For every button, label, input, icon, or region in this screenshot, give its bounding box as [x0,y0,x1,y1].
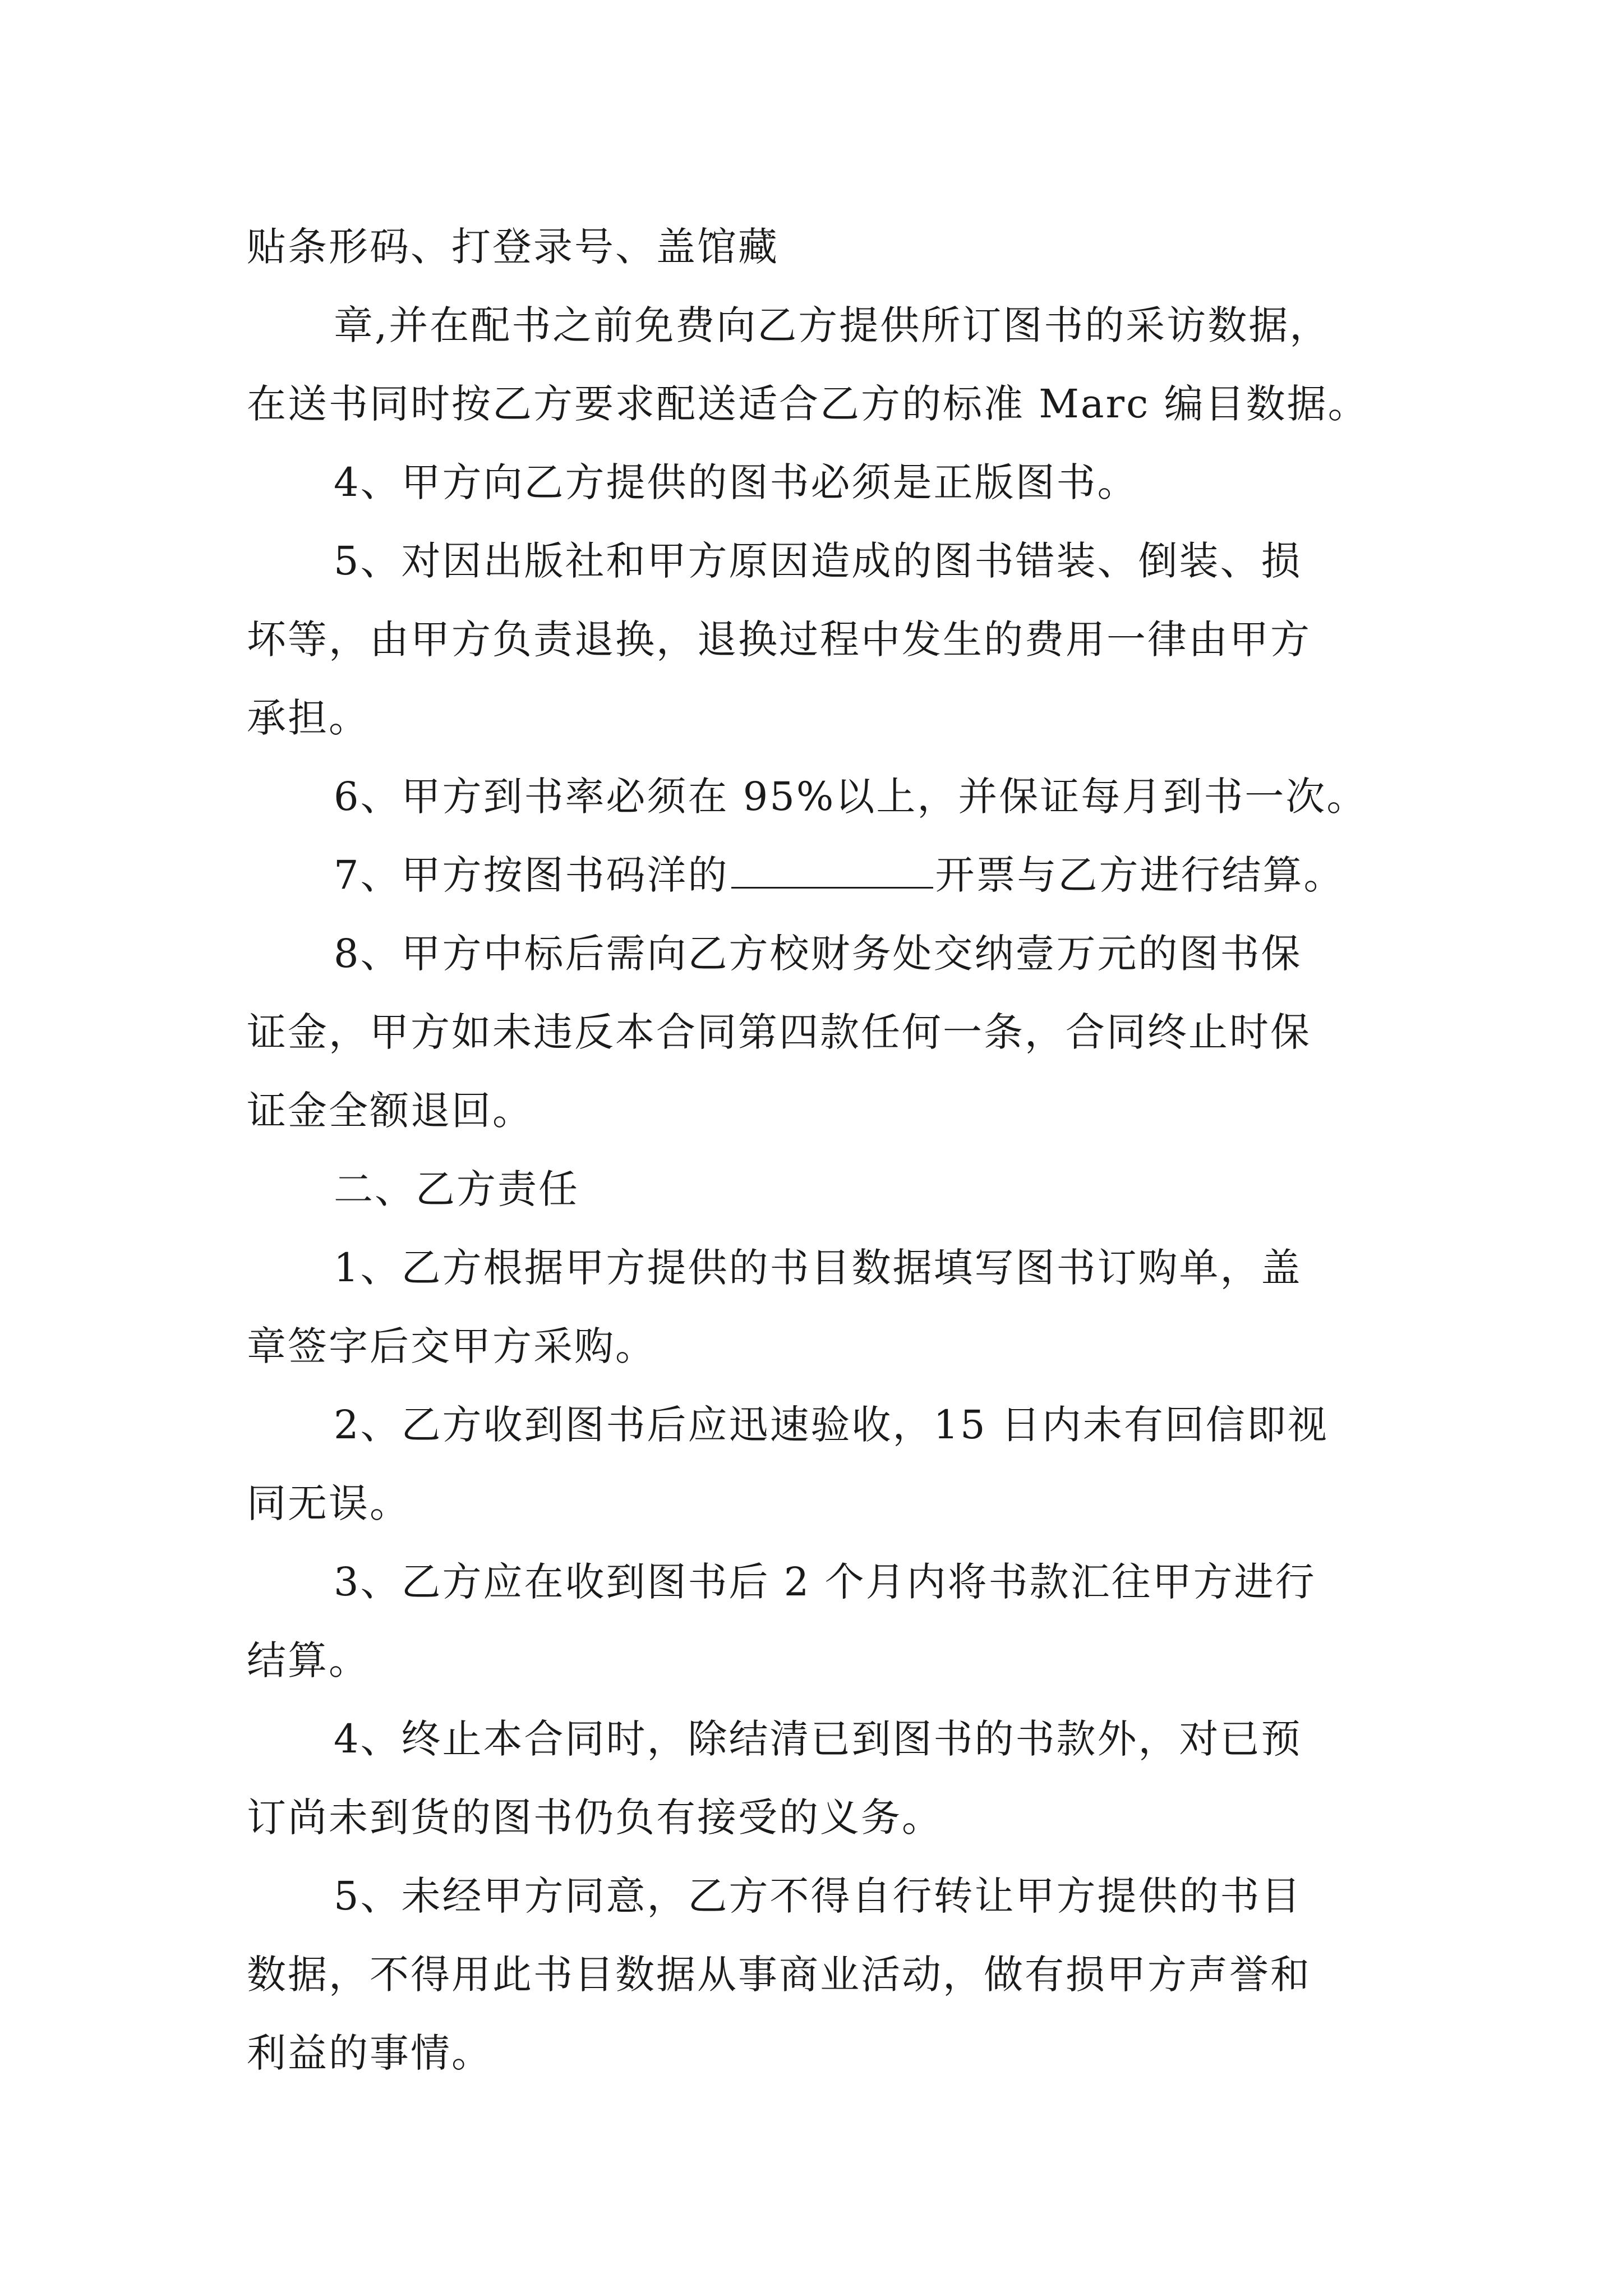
line-text: 同无误。 [247,1480,411,1526]
line-text: 利益的事情。 [247,2030,492,2076]
text-line [247,600,1436,679]
line-text: 章签字后交甲方采购。 [247,1323,656,1369]
text-line [247,365,1436,443]
line-text: 8、甲方中标后需向乙方校财务处交纳壹万元的图书保 [334,931,1302,977]
line-text: 承担。 [247,695,370,741]
line-text: 坏等，由甲方负责退换，退换过程中发生的费用一律由甲方 [247,616,1311,662]
text-line [247,208,1436,286]
text-line [247,1228,1436,1307]
text-line [247,1935,1436,2014]
text-line [247,286,1436,365]
text-line [247,836,1436,914]
line-text: 证金全额退回。 [247,1088,533,1134]
text-line [247,1307,1436,1386]
line-text: 3、乙方应在收到图书后 2 个月内将书款汇往甲方进行 [334,1559,1316,1605]
text-line [247,443,1436,522]
text-line [247,1071,1436,1150]
line-text: 在送书同时按乙方要求配送适合乙方的标准 Marc 编目数据。 [247,381,1369,427]
line-text: 二、乙方责任 [334,1166,579,1212]
text-line [247,1621,1436,1700]
line-text: 数据，不得用此书目数据从事商业活动，做有损甲方声誉和 [247,1952,1311,1998]
line-text: 贴条形码、打登录号、盖馆藏 [247,224,779,270]
line-text: 6、甲方到书率必须在 95%以上，并保证每月到书一次。 [334,774,1368,820]
line-text: 5、对因出版社和甲方原因造成的图书错装、倒装、损 [334,538,1302,584]
text-line [247,1778,1436,1857]
line-text: 4、终止本合同时，除结清已到图书的书款外，对已预 [334,1716,1302,1762]
contract-text [247,208,1436,2092]
text-line [247,1543,1436,1621]
text-line [247,2014,1436,2092]
text-line [247,679,1436,757]
line-text: 4、甲方向乙方提供的图书必须是正版图书。 [334,459,1138,505]
line-text: 1、乙方根据甲方提供的书目数据填写图书订购单，盖 [334,1245,1302,1291]
line-text: 证金，甲方如未违反本合同第四款任何一条，合同终止时保 [247,1009,1311,1055]
text-line [247,757,1436,836]
text-line [247,1386,1436,1464]
text-line [247,1700,1436,1778]
fill-in-blank [731,853,933,889]
text-line [247,522,1436,600]
section-heading [247,1150,1436,1228]
line-text: 结算。 [247,1637,370,1683]
line-text: 5、未经甲方同意，乙方不得自行转让甲方提供的书目 [334,1873,1302,1919]
line-text: 章,并在配书之前免费向乙方提供所订图书的采访数据， [334,302,1331,348]
text-line [247,914,1436,993]
line-text: 订尚未到货的图书仍负有接受的义务。 [247,1795,943,1841]
text-line [247,993,1436,1071]
line-text: 2、乙方收到图书后应迅速验收，15 日内未有回信即视 [334,1402,1329,1448]
text-line [247,1464,1436,1543]
line-text: 开票与乙方进行结算。 [935,852,1345,898]
text-line [247,1857,1436,1935]
line-text: 7、甲方按图书码洋的 [334,852,729,898]
